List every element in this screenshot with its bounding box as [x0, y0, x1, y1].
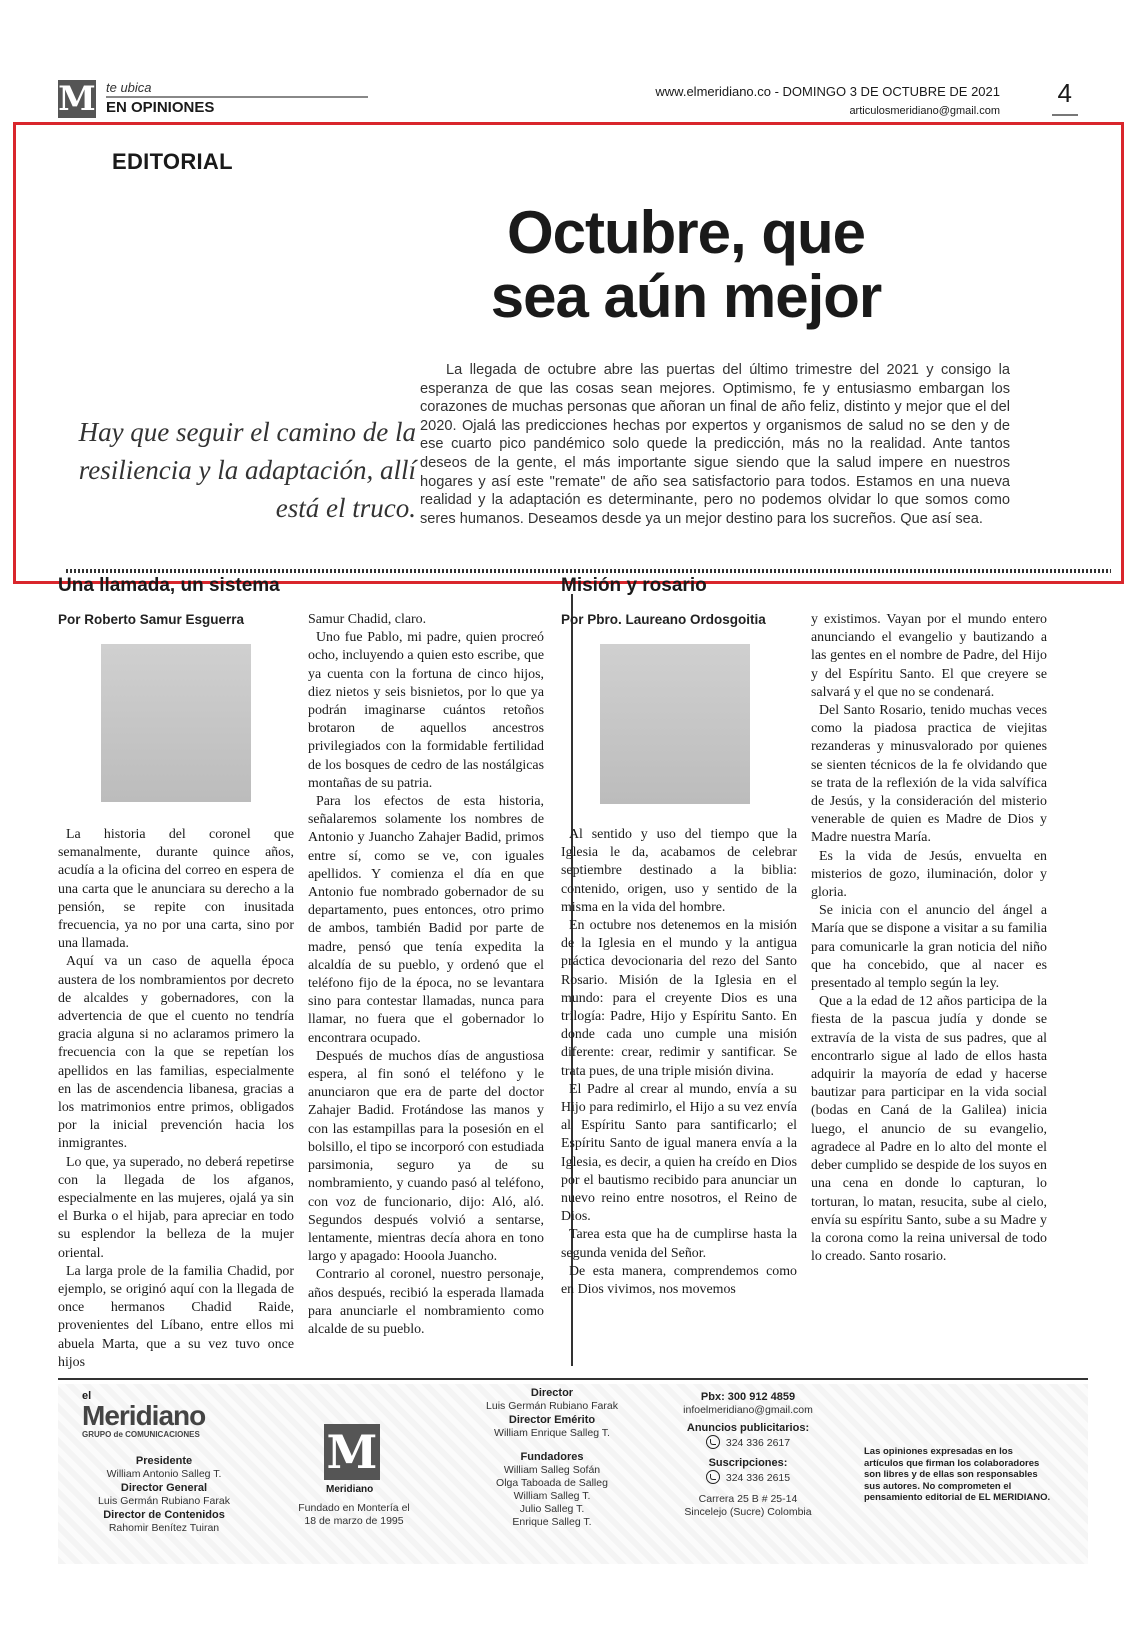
paragraph: Se inicia con el anuncio del ángel a María que se dispone a visitar a su familia para comunicarle la gran noticia del niño que ha concebido, que al nacer es presentado al templo según la ley. [811, 903, 1047, 992]
paragraph: Lo que, ya superado, no deberá repetirse con la llegada de los afganos, especialmente en las mujeres, ojalá ya sin el Burka o el hijab, para apreciar en todo su esplendor la belleza de la mujer oriental. [58, 1154, 294, 1261]
whatsapp-icon [706, 1435, 720, 1449]
footer-logo-name: Meridiano [326, 1484, 374, 1495]
paragraph: y existimos. Vayan por el mundo entero anunciando el evangelio y bautizando a las gentes en el nombre de Padre, del Hijo y del Espíritu Santo. El que creyere se salvará y el que no se condenará. [811, 612, 1047, 700]
footer-directors [462, 1386, 642, 1529]
label: Director Emérito [508, 1414, 596, 1426]
label: Presidente [135, 1455, 193, 1467]
footer [58, 1384, 1088, 1564]
paragraph: Aquí va un caso de aquella época austera de los nombramientos por decreto de alcaldes y gobernadores, con la advertencia de que el cuento no tendría gracia alguna si no aclaramos primero la frecuencia con la que se repetían los apellidos en las familias, especialmente en las de ascendencia libanesa, gracias a los matrimonios entre primos, obligados por la inicial prevención hacia los inmigrantes. [58, 954, 294, 1152]
name: William Antonio Salleg T. [106, 1468, 222, 1480]
site-email: articulosmeridiano@gmail.com [849, 105, 1000, 117]
footer-disclaimer: Las opiniones expresadas en los artículos que firman los colaboradores son libres y de ellas son responsables sus autores. No comprometen el pensamiento editorial de EL MERIDIANO. [864, 1446, 1051, 1503]
byline-left: Por Roberto Samur Esguerra [58, 612, 245, 627]
pbx: Pbx: 300 912 4859 [700, 1391, 796, 1403]
label: Anuncios publicitarios: [686, 1422, 810, 1434]
page-number: 4 [1057, 78, 1072, 108]
address-line: Carrera 25 B # 25-14 [698, 1493, 798, 1505]
dotted-divider [66, 569, 1111, 573]
author-photo-samur [101, 644, 251, 802]
bottom-rule [58, 1378, 1088, 1380]
name: Rahomir Benítez Tuiran [108, 1522, 220, 1534]
suscripciones-line [658, 1470, 838, 1485]
page-number-rule [1052, 114, 1078, 116]
headline-line-2: sea aún mejor [490, 263, 882, 330]
name: William Salleg Sofán [503, 1464, 601, 1476]
article-right-col1 [561, 826, 797, 1299]
paragraph: Samur Chadid, claro. [308, 612, 427, 627]
brand-el: el [82, 1390, 92, 1402]
headline-line-1: Octubre, que [506, 199, 866, 266]
paragraph: Del Santo Rosario, tenido muchas veces como la piadosa practica de viejitas rezanderas y minusvalorado por quienes se sienten técnicos de la fe olvidando que se trata de la reflexión de la vida salvífica de Jesús, y la consideración del misterio venerable de quien es Madre de Dios y Madre nuestra María. [811, 703, 1047, 846]
article-title-left: Una llamada, un sistema [58, 575, 280, 596]
masthead [58, 78, 1088, 124]
name: Luis Germán Rubiano Farak [486, 1400, 618, 1412]
brand-name: Meridiano [82, 1400, 206, 1431]
section-rule [106, 96, 368, 98]
address-line: Sincelejo (Sucre) Colombia [684, 1506, 812, 1518]
anuncios-line [658, 1435, 838, 1450]
article-left-col2 [308, 611, 544, 1339]
article-right-col2 [811, 611, 1047, 1266]
editorial-pullquote: Hay que seguir el camino de la resiliencia y la adaptación, allí está el truco. [78, 417, 416, 523]
paragraph: Después de muchos días de angustiosa espera, al fin sonó el teléfono y le anunciaron que era de parte del doctor Zahajer Badid. Frotándose las manos y con las estampillas para la posesión en el bolsillo, el tipo se incorporó con estudiada parsimonia, seguro ya de su nombramiento, y cuando pasó al teléfono, con voz de funcionario, dijo: Aló, aló. Segundos después volvió a sentarse, lentamente, mientras decía ahora en tono largo y apagado: Hooola Juancho. [308, 1048, 544, 1265]
anuncios-phone: 324 336 2617 [725, 1437, 791, 1449]
name: Olga Taboada de Salleg [496, 1477, 608, 1489]
meridiano-logo: M [58, 79, 96, 119]
paragraph: Es la vida de Jesús, envuelta en misterios de gozo, iluminación, dolor y gloria. [811, 848, 1047, 901]
paragraph: Tarea esta que ha de cumplirse hasta la segunda venida del Señor. [561, 1227, 797, 1261]
paragraph: La historia del coronel que semanalmente, durante quince años, acudía a la oficina del correo en espera de una carta que le anunciara su derecho a la pensión, se repite con inusitada frecuencia, ya no por una carta, sino por una llamada. [58, 827, 294, 952]
name: Julio Salleg T. [519, 1503, 585, 1515]
footer-brand [82, 1390, 238, 1439]
article-left-col1 [58, 826, 294, 1372]
paragraph: Para los efectos de esta historia, señalaremos solamente los nombres de Antonio y Juancho Zahajer Badid, primos entre sí, como se ve, con iguales apellidos. Y comienza el día en que Antonio fue nombrado gobernador de su departamento, pues entonces, otro primo de ambos, también Badid por parte de madre, pensó que tenía expedita la alcaldía de su pueblo, y ordenó que el teléfono fijo de la época, no se levantara sino para contestar llamadas, nunca para llamar, no fuera que el gobernador lo encontrara ocupado. [308, 794, 544, 1046]
editorial-paragraph: La llegada de octubre abre las puertas del último trimestre del 2021 y consigo la esperanza de que las cosas sean mejores. Optimismo, fe y entusiasmo embargan los corazones de muchas personas que añoran un final de año feliz, distinto y mejor que el del 2020. Ojalá las predicciones hechas por expertos y organismos de salud no se den y de ese cuarto pico pandémico solo quede la predicción, más no la realidad. Ante tantos deseos de la gente, el más importante sigue siendo que la salud impere en nuestros hogares y así este "remate" de año sea satisfactorio para todos. Estamos en una nueva realidad y la adaptación es determinante, pero no podemos olvidar lo que somos como seres humanos. Deseamos desde ya un mejor destino para los sucreños. Que así sea. [420, 362, 1010, 527]
founded-note: Fundado en Montería el 18 de marzo de 1995 [298, 1502, 410, 1527]
brand-subtitle: GRUPO de COMUNICACIONES [82, 1430, 200, 1439]
paragraph: En octubre nos detenemos en la misión de la Iglesia en el mundo y la antigua práctica devocionaria del rezo del Santo Rosario. Misión de la Iglesia en el mundo: para el creyente Dios es una trilogía: Padre, Hijo y Espíritu Santo. En donde cada uno cumple una misión diferente: crear, redimir y santificar. Se trata pues, de una triple misión divina. [561, 918, 797, 1079]
name: William Enrique Salleg T. [494, 1427, 610, 1439]
paragraph: Al sentido y uso del tiempo que la Iglesia le da, acabamos de celebrar septiembre destinado a la biblia: contenido, origen, uso y sentido de la misma en la vida del hombre. [561, 827, 797, 915]
label: Director de Contenidos [103, 1509, 225, 1521]
paragraph: Uno fue Pablo, mi padre, quien procreó ocho, incluyendo a quien esto escribe, que ya cuenta con la fortuna de cinco hijos, diez nietos y seis bisnietos, por lo que ya podrán imaginarse cuántos retoños brotaron de aquellos ancestros privilegiados con la formidable fertilidad de los bosques de cedro de las nostálgicas montañas de su patria. [308, 630, 544, 791]
editorial-headline [416, 201, 956, 329]
label: Director General [120, 1482, 208, 1494]
info-email: infoelmeridiano@gmail.com [683, 1404, 813, 1416]
paragraph: La larga prole de la familia Chadid, por ejemplo, se originó aquí con la llegada de once hermanos Chadid Raide, provenientes del Líbano, entre ellos mi abuela Marta, que a su vez tuvo once hijos [58, 1263, 294, 1370]
paragraph: El Padre al crear al mundo, envía a su Hijo para redimirlo, el Hijo a su vez envía al Espíritu Santo para santificarlo; el Espíritu Santo de igual manera envía a la Iglesia, es decir, a quien ha creído en Dios por el bautismo recibido para anunciar un nuevo reino entre nosotros, el Reino de Dios. [561, 1081, 797, 1225]
paragraph: Que a la edad de 12 años participa de la fiesta de la pascua judía y donde se extravía de la vista de sus padres, que al encontrarlo sigue al lado de ellos hasta adquirir la mayoría de edad y hacerse bautizar para participar en la vida social (bodas en Caná de la Galilea) inicia luego, el anuncio de su evangelio, agradece al Padre en lo alto del monte el deber cumplido se despide de los suyos en una cena en donde lo capturan, lo torturan, lo matan, resucita, sube al cielo, envía su espíritu Santo, sube a su Madre y la corona como la reina universal de todo lo creado. Santo rosario. [811, 994, 1047, 1265]
label: Director [530, 1387, 574, 1399]
footer-leadership [64, 1454, 264, 1535]
paragraph: Contrario al coronel, nuestro personaje, años después, recibió la esperada llamada para anunciarle el nombramiento como alcalde de su pueblo. [308, 1267, 544, 1337]
site-and-date: www.elmeridiano.co - DOMINGO 3 DE OCTUBRE DE 2021 [655, 84, 1000, 99]
name: Luis Germán Rubiano Farak [98, 1495, 230, 1507]
footer-contact [658, 1390, 838, 1519]
author-photo-ordosgoitia [600, 644, 750, 804]
editorial-body [420, 361, 1010, 528]
suscripciones-phone: 324 336 2615 [725, 1472, 791, 1484]
article-title-right: Misión y rosario [561, 575, 707, 596]
byline-right: Por Pbro. Laureano Ordosgoitia [561, 612, 766, 627]
label: Fundadores [520, 1451, 584, 1463]
section-name: EN OPINIONES [106, 99, 215, 116]
section-kicker: te ubica [106, 80, 152, 95]
label: Suscripciones: [708, 1457, 788, 1469]
editorial-box [13, 122, 1124, 584]
footer-logo: M [324, 1424, 380, 1480]
name: William Salleg T. [513, 1490, 591, 1502]
editorial-label: EDITORIAL [112, 149, 233, 174]
name: Enrique Salleg T. [512, 1516, 592, 1528]
whatsapp-icon [706, 1470, 720, 1484]
paragraph: De esta manera, comprendemos como en Dios vivimos, nos movemos [561, 1263, 797, 1298]
